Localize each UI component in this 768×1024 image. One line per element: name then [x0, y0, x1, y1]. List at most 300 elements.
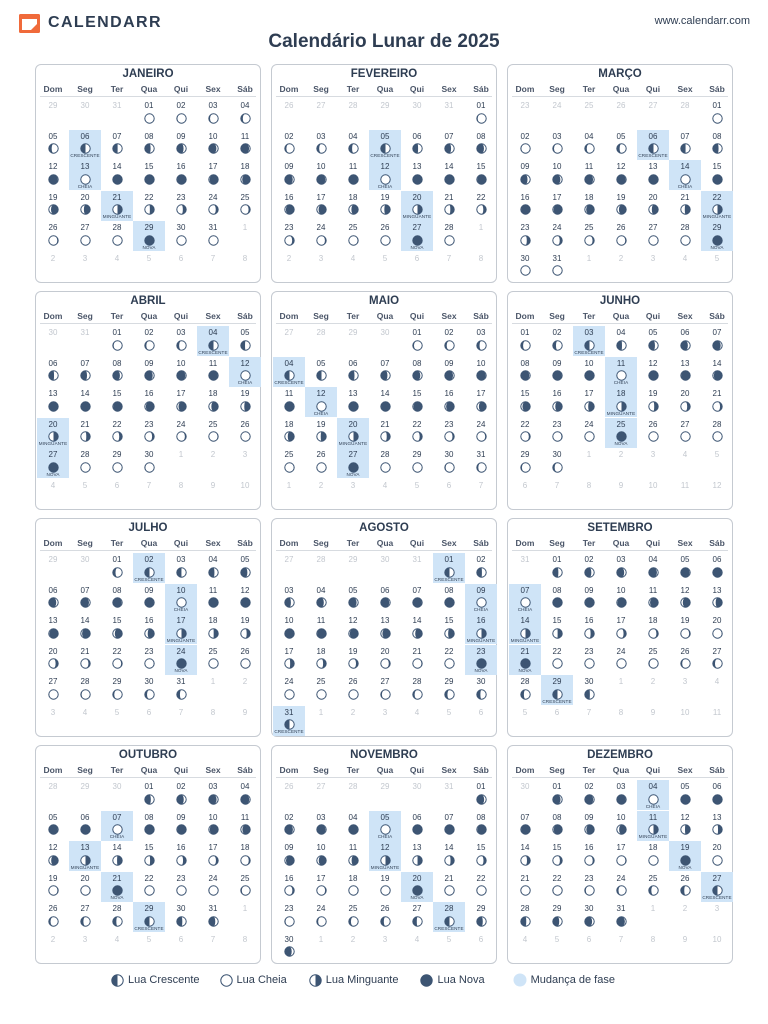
- day-cell[interactable]: [701, 326, 733, 356]
- day-cell[interactable]: [701, 811, 733, 841]
- day-cell-outside[interactable]: [605, 252, 637, 282]
- day-cell[interactable]: [133, 387, 165, 417]
- day-cell-outside[interactable]: [401, 99, 433, 129]
- day-cell[interactable]: [101, 418, 133, 448]
- day-cell-outside[interactable]: [229, 252, 261, 282]
- day-cell[interactable]: [101, 811, 133, 841]
- day-cell[interactable]: [197, 357, 229, 387]
- day-cell[interactable]: [69, 387, 101, 417]
- day-cell[interactable]: [541, 645, 573, 675]
- day-cell-outside[interactable]: [465, 933, 497, 963]
- day-cell[interactable]: [433, 902, 465, 932]
- day-cell[interactable]: [305, 191, 337, 221]
- day-cell-outside[interactable]: [229, 479, 261, 509]
- day-cell[interactable]: [605, 130, 637, 160]
- day-cell-outside[interactable]: [573, 479, 605, 509]
- day-cell[interactable]: [165, 357, 197, 387]
- day-cell[interactable]: [605, 902, 637, 932]
- day-cell-outside[interactable]: [37, 252, 69, 282]
- day-cell[interactable]: [229, 357, 261, 387]
- day-cell-outside[interactable]: [101, 252, 133, 282]
- day-cell[interactable]: [37, 811, 69, 841]
- day-cell-outside[interactable]: [229, 675, 261, 705]
- day-cell[interactable]: [541, 191, 573, 221]
- day-cell-outside[interactable]: [69, 326, 101, 356]
- day-cell-outside[interactable]: [541, 479, 573, 509]
- day-cell[interactable]: [605, 357, 637, 387]
- day-cell[interactable]: [669, 130, 701, 160]
- day-cell[interactable]: [273, 933, 305, 963]
- day-cell-outside[interactable]: [37, 553, 69, 583]
- day-cell[interactable]: [165, 841, 197, 871]
- day-cell-outside[interactable]: [337, 252, 369, 282]
- day-cell[interactable]: [701, 780, 733, 810]
- day-cell[interactable]: [433, 553, 465, 583]
- day-cell-outside[interactable]: [669, 706, 701, 736]
- day-cell[interactable]: [701, 130, 733, 160]
- day-cell-outside[interactable]: [337, 479, 369, 509]
- day-cell[interactable]: [433, 675, 465, 705]
- day-cell[interactable]: [401, 160, 433, 190]
- day-cell[interactable]: [37, 675, 69, 705]
- day-cell[interactable]: [305, 357, 337, 387]
- day-cell[interactable]: [701, 99, 733, 129]
- day-cell[interactable]: [509, 252, 541, 282]
- day-cell[interactable]: [637, 191, 669, 221]
- day-cell[interactable]: [605, 418, 637, 448]
- day-cell[interactable]: [509, 841, 541, 871]
- day-cell-outside[interactable]: [337, 933, 369, 963]
- day-cell[interactable]: [509, 811, 541, 841]
- day-cell-outside[interactable]: [433, 479, 465, 509]
- day-cell[interactable]: [433, 841, 465, 871]
- day-cell[interactable]: [669, 614, 701, 644]
- day-cell[interactable]: [669, 553, 701, 583]
- day-cell-outside[interactable]: [605, 933, 637, 963]
- day-cell[interactable]: [541, 130, 573, 160]
- day-cell[interactable]: [305, 811, 337, 841]
- day-cell[interactable]: [101, 387, 133, 417]
- day-cell-outside[interactable]: [669, 933, 701, 963]
- day-cell[interactable]: [69, 584, 101, 614]
- day-cell[interactable]: [101, 841, 133, 871]
- day-cell-outside[interactable]: [229, 221, 261, 251]
- day-cell-outside[interactable]: [605, 706, 637, 736]
- day-cell[interactable]: [133, 553, 165, 583]
- day-cell[interactable]: [637, 221, 669, 251]
- day-cell[interactable]: [337, 130, 369, 160]
- day-cell[interactable]: [669, 841, 701, 871]
- day-cell[interactable]: [69, 872, 101, 902]
- day-cell[interactable]: [701, 584, 733, 614]
- day-cell-outside[interactable]: [541, 706, 573, 736]
- day-cell[interactable]: [541, 221, 573, 251]
- day-cell[interactable]: [401, 841, 433, 871]
- day-cell[interactable]: [401, 872, 433, 902]
- day-cell[interactable]: [101, 584, 133, 614]
- day-cell-outside[interactable]: [165, 933, 197, 963]
- day-cell[interactable]: [433, 326, 465, 356]
- day-cell[interactable]: [37, 221, 69, 251]
- day-cell[interactable]: [37, 584, 69, 614]
- day-cell-outside[interactable]: [337, 99, 369, 129]
- day-cell[interactable]: [229, 553, 261, 583]
- day-cell-outside[interactable]: [165, 479, 197, 509]
- day-cell[interactable]: [229, 418, 261, 448]
- day-cell-outside[interactable]: [101, 780, 133, 810]
- day-cell[interactable]: [605, 584, 637, 614]
- day-cell[interactable]: [541, 780, 573, 810]
- day-cell-outside[interactable]: [37, 706, 69, 736]
- day-cell-outside[interactable]: [165, 448, 197, 478]
- day-cell[interactable]: [273, 872, 305, 902]
- day-cell[interactable]: [197, 780, 229, 810]
- day-cell[interactable]: [401, 418, 433, 448]
- day-cell[interactable]: [701, 645, 733, 675]
- day-cell[interactable]: [541, 357, 573, 387]
- day-cell-outside[interactable]: [305, 553, 337, 583]
- day-cell[interactable]: [229, 872, 261, 902]
- day-cell-outside[interactable]: [165, 706, 197, 736]
- day-cell-outside[interactable]: [401, 706, 433, 736]
- day-cell[interactable]: [101, 645, 133, 675]
- day-cell[interactable]: [541, 387, 573, 417]
- day-cell-outside[interactable]: [509, 553, 541, 583]
- day-cell[interactable]: [165, 811, 197, 841]
- day-cell[interactable]: [101, 675, 133, 705]
- day-cell[interactable]: [37, 645, 69, 675]
- day-cell[interactable]: [573, 130, 605, 160]
- day-cell[interactable]: [197, 902, 229, 932]
- day-cell[interactable]: [637, 780, 669, 810]
- day-cell[interactable]: [101, 160, 133, 190]
- day-cell[interactable]: [197, 130, 229, 160]
- day-cell[interactable]: [573, 191, 605, 221]
- day-cell-outside[interactable]: [573, 252, 605, 282]
- day-cell[interactable]: [573, 160, 605, 190]
- day-cell[interactable]: [133, 584, 165, 614]
- day-cell[interactable]: [669, 780, 701, 810]
- day-cell-outside[interactable]: [337, 706, 369, 736]
- day-cell[interactable]: [337, 418, 369, 448]
- day-cell-outside[interactable]: [541, 99, 573, 129]
- day-cell[interactable]: [69, 448, 101, 478]
- day-cell[interactable]: [369, 811, 401, 841]
- day-cell-outside[interactable]: [605, 675, 637, 705]
- day-cell-outside[interactable]: [637, 675, 669, 705]
- day-cell[interactable]: [69, 418, 101, 448]
- day-cell[interactable]: [369, 130, 401, 160]
- day-cell[interactable]: [337, 357, 369, 387]
- day-cell[interactable]: [337, 872, 369, 902]
- day-cell[interactable]: [701, 357, 733, 387]
- day-cell[interactable]: [273, 841, 305, 871]
- day-cell-outside[interactable]: [509, 99, 541, 129]
- day-cell[interactable]: [337, 160, 369, 190]
- day-cell[interactable]: [605, 811, 637, 841]
- day-cell[interactable]: [541, 811, 573, 841]
- day-cell[interactable]: [273, 584, 305, 614]
- day-cell[interactable]: [401, 902, 433, 932]
- day-cell[interactable]: [637, 584, 669, 614]
- day-cell[interactable]: [133, 675, 165, 705]
- day-cell[interactable]: [401, 675, 433, 705]
- day-cell[interactable]: [69, 221, 101, 251]
- day-cell-outside[interactable]: [101, 706, 133, 736]
- day-cell[interactable]: [273, 706, 305, 736]
- day-cell[interactable]: [637, 553, 669, 583]
- day-cell[interactable]: [273, 387, 305, 417]
- day-cell-outside[interactable]: [69, 99, 101, 129]
- day-cell[interactable]: [69, 357, 101, 387]
- day-cell-outside[interactable]: [465, 479, 497, 509]
- day-cell[interactable]: [573, 553, 605, 583]
- day-cell[interactable]: [165, 387, 197, 417]
- day-cell[interactable]: [273, 191, 305, 221]
- day-cell[interactable]: [69, 841, 101, 871]
- day-cell[interactable]: [401, 326, 433, 356]
- day-cell-outside[interactable]: [69, 553, 101, 583]
- day-cell[interactable]: [305, 418, 337, 448]
- day-cell[interactable]: [69, 614, 101, 644]
- day-cell[interactable]: [133, 645, 165, 675]
- day-cell[interactable]: [701, 221, 733, 251]
- day-cell[interactable]: [165, 160, 197, 190]
- day-cell[interactable]: [669, 221, 701, 251]
- day-cell[interactable]: [37, 357, 69, 387]
- day-cell-outside[interactable]: [305, 99, 337, 129]
- day-cell-outside[interactable]: [465, 252, 497, 282]
- day-cell-outside[interactable]: [69, 933, 101, 963]
- day-cell-outside[interactable]: [433, 780, 465, 810]
- day-cell-outside[interactable]: [101, 933, 133, 963]
- day-cell[interactable]: [573, 357, 605, 387]
- day-cell[interactable]: [101, 448, 133, 478]
- day-cell[interactable]: [229, 387, 261, 417]
- day-cell[interactable]: [369, 387, 401, 417]
- day-cell[interactable]: [465, 645, 497, 675]
- day-cell[interactable]: [509, 614, 541, 644]
- day-cell-outside[interactable]: [433, 933, 465, 963]
- day-cell[interactable]: [369, 675, 401, 705]
- day-cell[interactable]: [133, 160, 165, 190]
- day-cell[interactable]: [669, 160, 701, 190]
- day-cell[interactable]: [701, 872, 733, 902]
- day-cell-outside[interactable]: [637, 933, 669, 963]
- day-cell[interactable]: [637, 418, 669, 448]
- day-cell[interactable]: [37, 418, 69, 448]
- day-cell-outside[interactable]: [573, 448, 605, 478]
- day-cell[interactable]: [69, 811, 101, 841]
- day-cell[interactable]: [337, 645, 369, 675]
- day-cell[interactable]: [229, 130, 261, 160]
- day-cell-outside[interactable]: [197, 933, 229, 963]
- day-cell[interactable]: [573, 418, 605, 448]
- day-cell-outside[interactable]: [69, 479, 101, 509]
- day-cell-outside[interactable]: [401, 252, 433, 282]
- day-cell[interactable]: [701, 614, 733, 644]
- day-cell[interactable]: [369, 584, 401, 614]
- day-cell-outside[interactable]: [369, 252, 401, 282]
- day-cell[interactable]: [605, 614, 637, 644]
- day-cell-outside[interactable]: [369, 99, 401, 129]
- day-cell[interactable]: [165, 614, 197, 644]
- day-cell[interactable]: [165, 902, 197, 932]
- day-cell-outside[interactable]: [37, 479, 69, 509]
- day-cell[interactable]: [433, 645, 465, 675]
- day-cell[interactable]: [433, 872, 465, 902]
- day-cell[interactable]: [369, 191, 401, 221]
- day-cell[interactable]: [369, 645, 401, 675]
- day-cell[interactable]: [197, 645, 229, 675]
- day-cell[interactable]: [101, 902, 133, 932]
- day-cell[interactable]: [273, 614, 305, 644]
- day-cell[interactable]: [701, 160, 733, 190]
- day-cell[interactable]: [229, 811, 261, 841]
- day-cell[interactable]: [101, 326, 133, 356]
- day-cell[interactable]: [133, 811, 165, 841]
- day-cell-outside[interactable]: [337, 326, 369, 356]
- day-cell-outside[interactable]: [133, 252, 165, 282]
- day-cell-outside[interactable]: [669, 99, 701, 129]
- day-cell[interactable]: [305, 130, 337, 160]
- day-cell[interactable]: [69, 675, 101, 705]
- day-cell[interactable]: [133, 902, 165, 932]
- day-cell[interactable]: [509, 448, 541, 478]
- day-cell-outside[interactable]: [701, 933, 733, 963]
- day-cell[interactable]: [229, 780, 261, 810]
- day-cell-outside[interactable]: [305, 326, 337, 356]
- day-cell-outside[interactable]: [305, 252, 337, 282]
- day-cell-outside[interactable]: [701, 448, 733, 478]
- day-cell[interactable]: [701, 191, 733, 221]
- day-cell[interactable]: [465, 902, 497, 932]
- day-cell-outside[interactable]: [305, 933, 337, 963]
- day-cell-outside[interactable]: [669, 252, 701, 282]
- day-cell[interactable]: [133, 841, 165, 871]
- day-cell[interactable]: [101, 553, 133, 583]
- day-cell[interactable]: [37, 387, 69, 417]
- day-cell[interactable]: [337, 675, 369, 705]
- day-cell[interactable]: [69, 191, 101, 221]
- day-cell-outside[interactable]: [369, 780, 401, 810]
- day-cell[interactable]: [605, 191, 637, 221]
- day-cell[interactable]: [401, 811, 433, 841]
- day-cell-outside[interactable]: [701, 479, 733, 509]
- day-cell[interactable]: [637, 160, 669, 190]
- day-cell[interactable]: [541, 160, 573, 190]
- day-cell[interactable]: [401, 448, 433, 478]
- day-cell-outside[interactable]: [37, 99, 69, 129]
- day-cell-outside[interactable]: [573, 933, 605, 963]
- day-cell[interactable]: [197, 584, 229, 614]
- day-cell-outside[interactable]: [369, 553, 401, 583]
- day-cell[interactable]: [509, 902, 541, 932]
- day-cell[interactable]: [433, 387, 465, 417]
- day-cell[interactable]: [37, 614, 69, 644]
- day-cell[interactable]: [305, 645, 337, 675]
- day-cell[interactable]: [165, 99, 197, 129]
- day-cell[interactable]: [197, 553, 229, 583]
- day-cell-outside[interactable]: [37, 933, 69, 963]
- day-cell[interactable]: [541, 553, 573, 583]
- day-cell[interactable]: [197, 418, 229, 448]
- day-cell[interactable]: [165, 645, 197, 675]
- day-cell[interactable]: [465, 191, 497, 221]
- day-cell-outside[interactable]: [637, 479, 669, 509]
- day-cell[interactable]: [165, 221, 197, 251]
- day-cell[interactable]: [433, 357, 465, 387]
- day-cell-outside[interactable]: [509, 780, 541, 810]
- day-cell[interactable]: [605, 326, 637, 356]
- day-cell-outside[interactable]: [509, 479, 541, 509]
- day-cell[interactable]: [465, 675, 497, 705]
- day-cell-outside[interactable]: [401, 780, 433, 810]
- day-cell[interactable]: [337, 387, 369, 417]
- day-cell[interactable]: [37, 872, 69, 902]
- day-cell[interactable]: [69, 160, 101, 190]
- day-cell[interactable]: [273, 418, 305, 448]
- day-cell[interactable]: [605, 553, 637, 583]
- day-cell-outside[interactable]: [701, 706, 733, 736]
- day-cell[interactable]: [305, 584, 337, 614]
- day-cell[interactable]: [305, 902, 337, 932]
- day-cell[interactable]: [133, 614, 165, 644]
- day-cell[interactable]: [433, 221, 465, 251]
- day-cell[interactable]: [229, 841, 261, 871]
- day-cell[interactable]: [509, 357, 541, 387]
- day-cell[interactable]: [433, 418, 465, 448]
- day-cell[interactable]: [605, 780, 637, 810]
- day-cell[interactable]: [669, 811, 701, 841]
- day-cell[interactable]: [165, 191, 197, 221]
- day-cell[interactable]: [101, 614, 133, 644]
- day-cell[interactable]: [197, 841, 229, 871]
- day-cell[interactable]: [509, 191, 541, 221]
- day-cell[interactable]: [401, 357, 433, 387]
- day-cell[interactable]: [101, 130, 133, 160]
- day-cell[interactable]: [197, 811, 229, 841]
- day-cell[interactable]: [133, 418, 165, 448]
- day-cell[interactable]: [197, 99, 229, 129]
- day-cell-outside[interactable]: [637, 252, 669, 282]
- day-cell[interactable]: [637, 357, 669, 387]
- day-cell[interactable]: [605, 160, 637, 190]
- day-cell[interactable]: [669, 645, 701, 675]
- day-cell[interactable]: [133, 357, 165, 387]
- day-cell[interactable]: [573, 675, 605, 705]
- day-cell[interactable]: [573, 841, 605, 871]
- day-cell[interactable]: [541, 252, 573, 282]
- day-cell[interactable]: [637, 387, 669, 417]
- day-cell[interactable]: [465, 614, 497, 644]
- day-cell-outside[interactable]: [273, 780, 305, 810]
- day-cell[interactable]: [465, 553, 497, 583]
- day-cell[interactable]: [465, 418, 497, 448]
- day-cell[interactable]: [133, 99, 165, 129]
- day-cell[interactable]: [465, 780, 497, 810]
- day-cell-outside[interactable]: [133, 933, 165, 963]
- day-cell[interactable]: [133, 872, 165, 902]
- day-cell[interactable]: [37, 130, 69, 160]
- day-cell-outside[interactable]: [165, 252, 197, 282]
- day-cell[interactable]: [465, 841, 497, 871]
- day-cell[interactable]: [541, 584, 573, 614]
- day-cell[interactable]: [273, 160, 305, 190]
- day-cell[interactable]: [573, 326, 605, 356]
- day-cell[interactable]: [305, 614, 337, 644]
- day-cell[interactable]: [541, 614, 573, 644]
